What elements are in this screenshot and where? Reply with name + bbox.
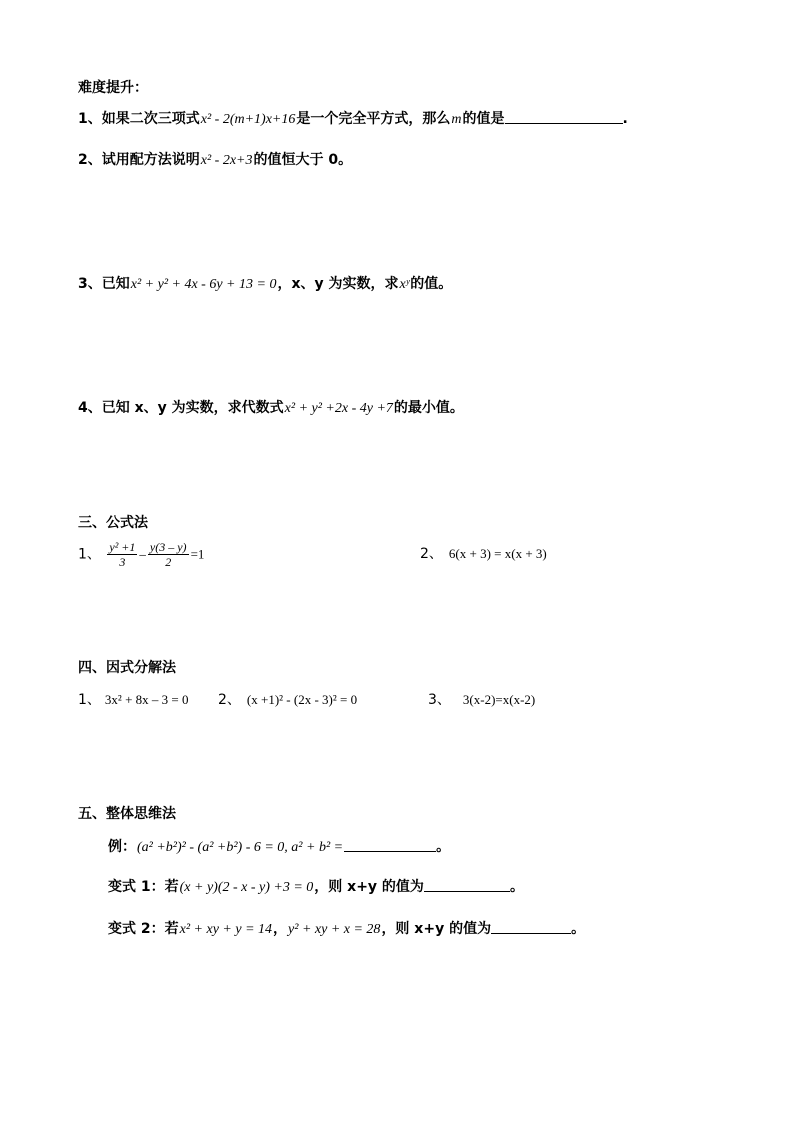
q2-expression: x² - 2x+3: [200, 153, 253, 168]
section-4-problem-3: [428, 690, 535, 710]
q3-suffix: 的值。: [410, 276, 453, 292]
question-2: [78, 150, 352, 171]
s3-p1-fraction-2: [148, 540, 189, 569]
section-4-problem-1: [78, 690, 188, 710]
section-4-title: 四、因式分解法: [78, 660, 176, 676]
s3-p1-equals: =1: [190, 546, 205, 562]
q4-suffix: 的最小值。: [393, 400, 464, 416]
section-heading: 难度提升：: [78, 80, 148, 96]
section-5-title: 五、整体思维法: [78, 806, 176, 822]
q4-number: 4、: [78, 400, 102, 416]
section-3-problem-1: [78, 540, 204, 569]
s4-p1-expression: 3x² + 8x – 3 = 0: [104, 692, 189, 707]
q1-middle: 是一个完全平方式，那么: [296, 111, 451, 127]
s5-v2-answer-blank[interactable]: [491, 918, 571, 934]
s5-v2-expression-2: y² + xy + x = 28: [288, 922, 381, 937]
section-5-example: [108, 836, 450, 858]
s5-v2-middle: ，则 x+y 的值为: [381, 921, 492, 937]
s3-p1-frac2-numerator: y(3 – y): [149, 540, 187, 554]
q2-prefix: 试用配方法说明: [101, 152, 200, 168]
s4-p3-expression: 3(x-2)=x(x-2): [462, 692, 536, 707]
s5-example-end: 。: [436, 839, 451, 855]
q1-number: 1、: [78, 111, 102, 127]
s4-p1-number: 1、: [78, 692, 101, 708]
s4-p3-number: 3、: [428, 692, 451, 708]
s5-v1-label: 变式 1：若: [108, 879, 179, 895]
s3-p1-frac1-numerator: y² +1: [109, 540, 136, 554]
s4-p2-expression: (x +1)² - (2x - 3)² = 0: [246, 692, 358, 707]
s5-v1-end: 。: [509, 879, 524, 895]
q1-variable: m: [451, 112, 462, 127]
section-5-variant-1: [108, 876, 524, 898]
s5-example-label: 例：: [108, 839, 136, 855]
s3-p2-number: 2、: [420, 546, 443, 562]
s3-p1-frac1-denominator: 3: [119, 555, 126, 569]
q3-expression: x² + y² + 4x - 6y + 13 = 0: [130, 277, 277, 292]
section-4-problem-2: [218, 690, 357, 710]
q3-middle: ，x、y 为实数，求: [277, 276, 399, 292]
question-4: [78, 398, 464, 419]
s3-p2-expression: 6(x + 3) = x(x + 3): [448, 546, 547, 561]
section-3-title: 三、公式法: [78, 515, 148, 531]
q3-number: 3、: [78, 276, 102, 292]
question-1: [78, 108, 628, 130]
s5-v2-separator: ，: [273, 921, 288, 937]
q2-number: 2、: [78, 152, 102, 168]
q2-suffix: 的值恒大于 0。: [253, 152, 353, 168]
q1-end: .: [622, 111, 628, 127]
q4-expression: x² + y² +2x - 4y +7: [284, 401, 393, 416]
s3-p1-fraction-1: [107, 540, 137, 569]
s5-v2-end: 。: [571, 921, 586, 937]
section-5-variant-2: [108, 918, 585, 940]
s4-p2-number: 2、: [218, 692, 241, 708]
q3-prefix: 已知: [101, 276, 130, 292]
q1-prefix: 如果二次三项式: [101, 111, 200, 127]
q4-prefix: 已知 x、y 为实数，求代数式: [101, 400, 284, 416]
s5-v2-label: 变式 2：若: [108, 921, 179, 937]
s5-example-answer-blank[interactable]: [344, 836, 436, 852]
s5-example-expression: (a² +b²)² - (a² +b²) - 6 = 0, a² + b² =: [137, 840, 344, 855]
q3-expression-2: xʸ: [399, 277, 410, 292]
s3-p1-frac2-denominator: 2: [165, 555, 172, 569]
q1-answer-blank[interactable]: [505, 108, 623, 124]
s5-v1-answer-blank[interactable]: [424, 876, 510, 892]
s3-p1-minus: –: [139, 546, 146, 562]
section-3-problem-2: [420, 544, 547, 564]
s5-v2-expression-1: x² + xy + y = 14: [179, 922, 273, 937]
q1-suffix: 的值是: [462, 111, 505, 127]
question-3: [78, 274, 452, 295]
s5-v1-middle: ，则 x+y 的值为: [314, 879, 424, 895]
q1-expression: x² - 2(m+1)x+16: [200, 112, 296, 127]
s3-p1-number: 1、: [78, 546, 101, 563]
s5-v1-expression: (x + y)(2 - x - y) +3 = 0: [179, 880, 314, 895]
